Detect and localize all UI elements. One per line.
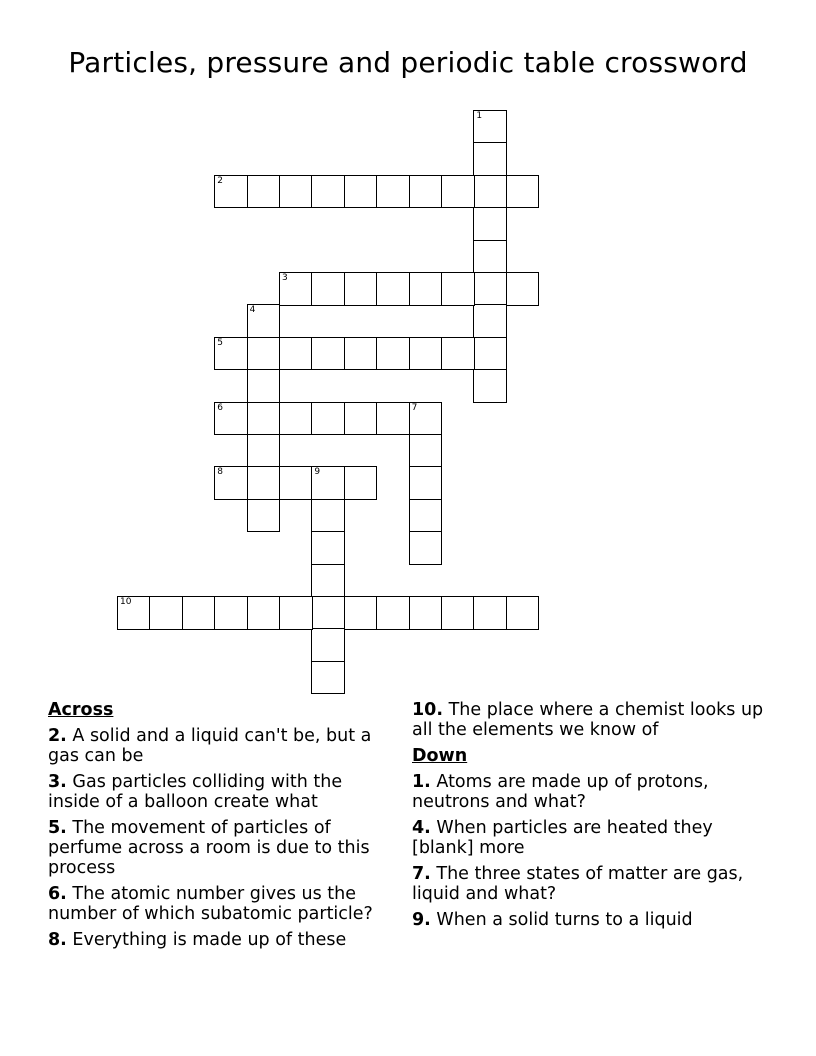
crossword-cell[interactable] xyxy=(279,402,313,436)
crossword-cell[interactable] xyxy=(279,175,313,209)
crossword-cell[interactable] xyxy=(279,466,313,500)
crossword-cell[interactable] xyxy=(344,402,378,436)
crossword-cell[interactable] xyxy=(473,110,507,144)
crossword-cell[interactable] xyxy=(311,661,345,695)
crossword-cell[interactable] xyxy=(247,499,281,533)
crossword-cell[interactable] xyxy=(247,434,281,468)
crossword-cell[interactable] xyxy=(473,272,507,306)
page-title: Particles, pressure and periodic table crossword xyxy=(68,46,748,79)
crossword-cell[interactable] xyxy=(473,207,507,241)
crossword-cell[interactable] xyxy=(441,596,475,630)
clue-number-label: 10 xyxy=(120,597,132,607)
clue-across-5: 5. The movement of particles of perfume across a room is due to this process xyxy=(48,818,370,878)
clue-number-label: 3 xyxy=(282,273,288,283)
crossword-cell[interactable] xyxy=(473,304,507,338)
crossword-cell[interactable] xyxy=(409,337,443,371)
crossword-cell[interactable] xyxy=(247,369,281,403)
crossword-cell[interactable] xyxy=(473,337,507,371)
clue-down-9: 9. When a solid turns to a liquid xyxy=(412,910,693,930)
clue-across-3: 3. Gas particles colliding with the inside of a balloon create what xyxy=(48,772,343,812)
clue-down-4: 4. When particles are heated they [blank] more xyxy=(412,818,713,858)
crossword-cell[interactable] xyxy=(409,531,443,565)
crossword-cell[interactable] xyxy=(376,596,410,630)
clues-column-left xyxy=(48,700,398,956)
crossword-cell[interactable] xyxy=(279,596,313,630)
crossword-cell[interactable] xyxy=(214,402,248,436)
crossword-cell[interactable] xyxy=(311,596,345,630)
clue-number-label: 7 xyxy=(411,402,418,413)
crossword-cell[interactable] xyxy=(247,466,281,500)
crossword-cell[interactable] xyxy=(473,240,507,274)
crossword-cell[interactable] xyxy=(376,402,410,436)
crossword-cell[interactable] xyxy=(279,337,313,371)
across-heading: Across xyxy=(48,700,114,720)
crossword-cell[interactable] xyxy=(409,175,443,209)
crossword-cell[interactable] xyxy=(311,402,345,436)
crossword-cell[interactable] xyxy=(311,175,345,209)
crossword-cell[interactable] xyxy=(311,531,345,565)
crossword-cell[interactable] xyxy=(441,337,475,371)
crossword-cell[interactable] xyxy=(311,628,345,662)
crossword-cell[interactable] xyxy=(506,596,540,630)
crossword-cell[interactable] xyxy=(247,304,281,338)
crossword-cell[interactable] xyxy=(247,402,281,436)
clue-number-label: 1 xyxy=(476,111,483,121)
clue-down-7: 7. The three states of matter are gas, liquid and what? xyxy=(412,864,744,904)
crossword-cell[interactable] xyxy=(214,596,248,630)
clue-across-2: 2. A solid and a liquid can't be, but a gas can be xyxy=(48,726,372,766)
crossword-cell[interactable] xyxy=(441,272,475,306)
crossword-cell[interactable] xyxy=(409,596,443,630)
crossword-cell[interactable] xyxy=(311,466,345,500)
crossword-cell[interactable] xyxy=(473,175,507,209)
clue-number-label: 9 xyxy=(314,467,321,478)
crossword-cell[interactable] xyxy=(344,272,378,306)
clue-number-label: 6 xyxy=(217,402,223,413)
crossword-cell[interactable] xyxy=(247,175,281,209)
clue-number-label: 8 xyxy=(217,467,223,478)
crossword-cell[interactable] xyxy=(473,596,507,630)
crossword-cell[interactable] xyxy=(247,596,281,630)
clue-across-10: 10. The place where a chemist looks up all the elements we know of xyxy=(412,700,764,740)
crossword-cell[interactable] xyxy=(311,337,345,371)
clues-column-right xyxy=(412,700,772,936)
crossword-cell[interactable] xyxy=(214,337,248,371)
crossword-cell[interactable] xyxy=(344,466,378,500)
crossword-cell[interactable] xyxy=(409,499,443,533)
crossword-cell[interactable] xyxy=(409,402,443,436)
crossword-cell[interactable] xyxy=(214,466,248,500)
clue-down-1: 1. Atoms are made up of protons, neutrons and what? xyxy=(412,772,709,812)
crossword-cell[interactable] xyxy=(473,369,507,403)
crossword-cell[interactable] xyxy=(311,499,345,533)
crossword-cell[interactable] xyxy=(441,175,475,209)
crossword-cell[interactable] xyxy=(117,596,151,630)
crossword-cell[interactable] xyxy=(344,337,378,371)
crossword-cell[interactable] xyxy=(344,175,378,209)
crossword-cell[interactable] xyxy=(376,175,410,209)
crossword-cell[interactable] xyxy=(214,175,248,209)
crossword-cell[interactable] xyxy=(311,272,345,306)
crossword-cell[interactable] xyxy=(409,434,443,468)
crossword-cell[interactable] xyxy=(409,466,443,500)
crossword-cell[interactable] xyxy=(376,337,410,371)
crossword-cell[interactable] xyxy=(376,272,410,306)
clue-across-8: 8. Everything is made up of these xyxy=(48,930,347,950)
crossword-cell[interactable] xyxy=(247,337,281,371)
crossword-cell[interactable] xyxy=(344,596,378,630)
crossword-cell[interactable] xyxy=(149,596,183,630)
clue-number-label: 2 xyxy=(217,175,223,186)
clue-across-6: 6. The atomic number gives us the number of which subatomic particle? xyxy=(48,884,373,924)
crossword-cell[interactable] xyxy=(409,272,443,306)
crossword-cell[interactable] xyxy=(311,564,345,598)
crossword-cell[interactable] xyxy=(473,142,507,176)
clue-number-label: 5 xyxy=(217,337,223,348)
crossword-cell[interactable] xyxy=(506,175,540,209)
clue-number-label: 4 xyxy=(249,305,256,316)
crossword-cell[interactable] xyxy=(182,596,216,630)
crossword-cell[interactable] xyxy=(279,272,313,306)
crossword-cell[interactable] xyxy=(506,272,540,306)
down-heading: Down xyxy=(412,746,468,766)
